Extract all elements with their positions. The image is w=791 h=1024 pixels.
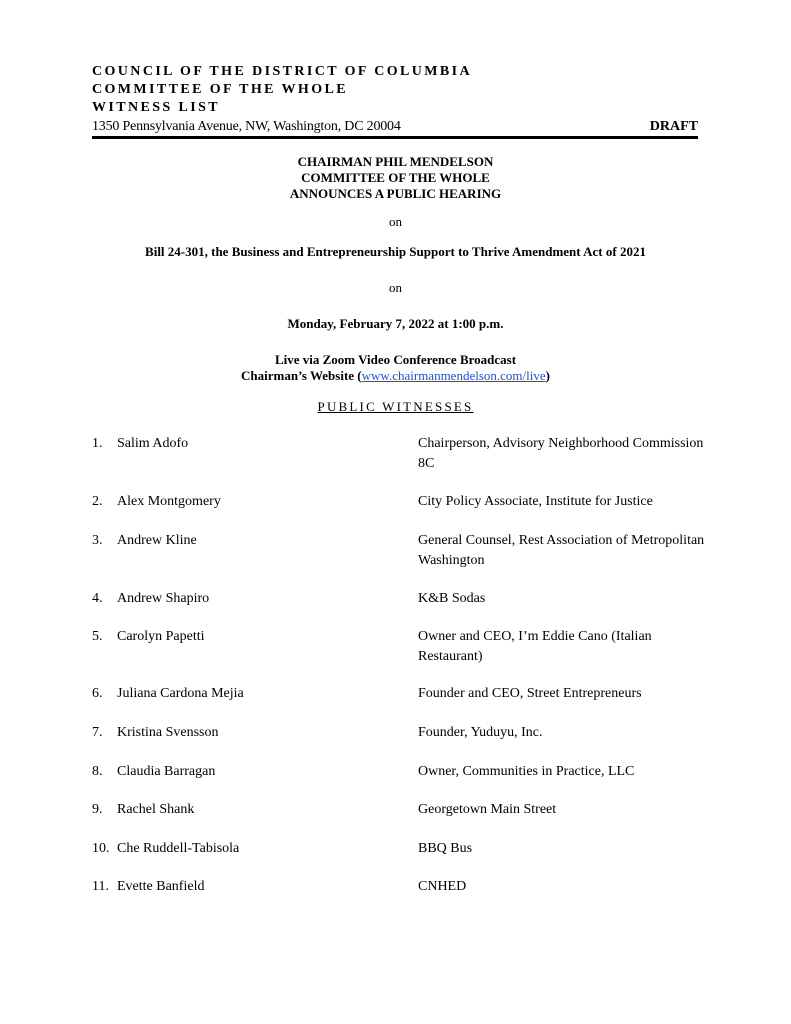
address-row [92,118,698,136]
witness-name: Andrew Shapiro [117,591,210,606]
witness-number: 8. [92,764,103,779]
witness-number: 7. [92,725,103,740]
witness-affiliation: BBQ Bus [418,841,473,856]
witness-number: 4. [92,591,103,606]
letterhead [92,63,698,136]
chairman-line: CHAIRMAN PHIL MENDELSON [297,154,494,169]
address: 1350 Pennsylvania Avenue, NW, Washington, DC 20004 [92,119,401,134]
website-line [0,368,791,384]
witness-affiliation: Owner, Communities in Practice, LLC [418,764,635,779]
hearing-line: ANNOUNCES A PUBLIC HEARING [289,186,502,201]
witness-name: Alex Montgomery [117,494,221,509]
witness-name: Che Ruddell-Tabisola [117,841,240,856]
header-divider [92,136,698,139]
witness-name: Carolyn Papetti [117,629,205,644]
witness-number: 1. [92,436,103,451]
witness-number: 11. [92,879,109,894]
witness-affiliation: CNHED [418,879,467,894]
witness-name: Rachel Shank [117,802,195,817]
witness-name: Kristina Svensson [117,725,219,740]
website-label: Chairman’s Website ( [241,368,362,383]
witness-number: 2. [92,494,103,509]
witness-affiliation: City Policy Associate, Institute for Justice [418,494,653,509]
committee-line: COMMITTEE OF THE WHOLE [301,170,490,185]
website-link[interactable]: www.chairmanmendelson.com/live [361,368,546,383]
witness-name: Andrew Kline [117,533,197,548]
witness-name: Evette Banfield [117,879,205,894]
public-witnesses-heading [0,399,791,415]
witness-number: 9. [92,802,103,817]
public-witnesses-heading-text: PUBLIC WITNESSES [317,399,474,414]
witness-number: 3. [92,533,103,548]
broadcast-info [0,352,791,384]
on-text-2: on [389,280,402,295]
draft-label: DRAFT [649,119,698,134]
witness-number: 10. [92,841,110,856]
witness-affiliation: Owner and CEO, I’m Eddie Cano (Italian Restaurant) [418,629,652,664]
website-close: ) [545,368,550,383]
broadcast-line: Live via Zoom Video Conference Broadcast [274,352,517,367]
witness-affiliation: Chairperson, Advisory Neighborhood Commission 8C [418,436,704,471]
hearing-datetime: Monday, February 7, 2022 at 1:00 p.m. [287,316,504,331]
witness-affiliation: General Counsel, Rest Association of Metropolitan Washington [418,533,705,568]
witness-affiliation: Georgetown Main Street [418,802,557,817]
witness-name: Claudia Barragan [117,764,216,779]
committee-title: COMMITTEE OF THE WHOLE [92,82,348,97]
announcement-header [0,154,791,202]
witness-list-title: WITNESS LIST [92,100,221,115]
witness-number: 5. [92,629,103,644]
witness-name: Juliana Cardona Mejia [117,686,244,701]
witness-affiliation: Founder and CEO, Street Entrepreneurs [418,686,642,701]
council-title: COUNCIL OF THE DISTRICT OF COLUMBIA [92,64,472,79]
on-text-1: on [389,214,402,229]
witness-name: Salim Adofo [117,436,189,451]
witness-affiliation: K&B Sodas [418,591,486,606]
witness-number: 6. [92,686,103,701]
witness-affiliation: Founder, Yuduyu, Inc. [418,725,543,740]
bill-title: Bill 24-301, the Business and Entrepreneurship Support to Thrive Amendment Act of 2021 [145,244,646,259]
